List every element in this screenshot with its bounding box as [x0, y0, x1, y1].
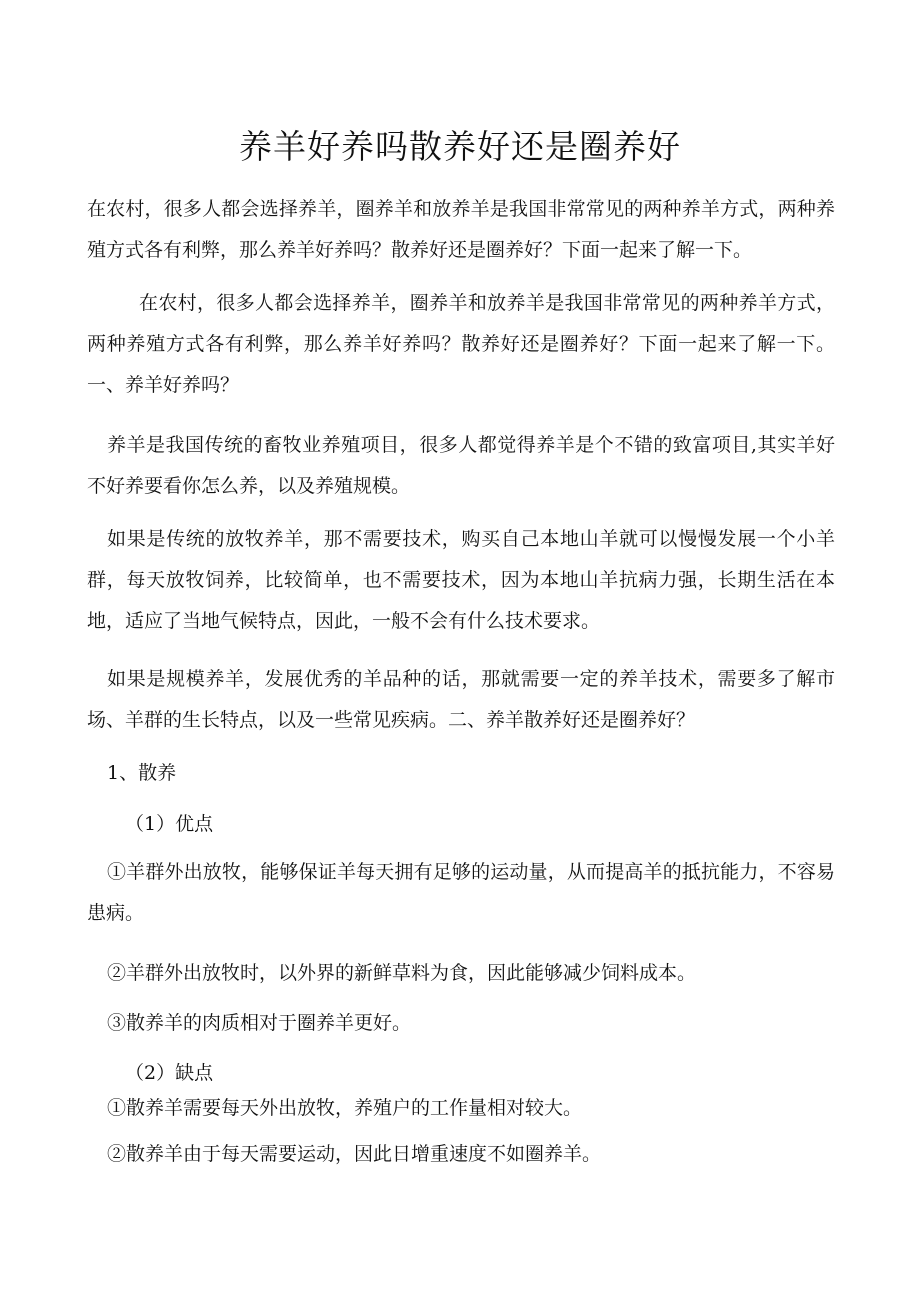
advantage-item-1: ①羊群外出放牧，能够保证羊每天拥有足够的运动量，从而提高羊的抵抗能力，不容易患病。 — [87, 861, 835, 924]
paragraph-easy-to-raise: 养羊是我国传统的畜牧业养殖项目，很多人都觉得养羊是个不错的致富项目,其实羊好不好养要看你怎么养，以及养殖规模。 — [87, 434, 835, 497]
advantage-item-3: ③散养羊的肉质相对于圈养羊更好。 — [107, 1012, 412, 1034]
heading-free-range: 1、散养 — [107, 762, 177, 784]
paragraph-intro: 在农村，很多人都会选择养羊，圈养羊和放养羊是我国非常常见的两种养羊方式，两种养殖方式各有利弊，那么养羊好养吗？散养好还是圈养好？下面一起来了解一下。 — [87, 198, 835, 261]
paragraph-scale-farming: 如果是规模养羊，发展优秀的羊品种的话，那就需要一定的养羊技术，需要多了解市场、羊群的生长特点，以及一些常见疾病。二、养羊散养好还是圈养好？ — [87, 668, 835, 731]
heading-advantages: （1）优点 — [125, 813, 214, 835]
paragraph-intro-repeat: 在农村，很多人都会选择养羊，圈养羊和放养羊是我国非常常见的两种养羊方式，两种养殖方式各有利弊，那么养羊好养吗？散养好还是圈养好？下面一起来了解一下。一、养羊好养吗？ — [87, 292, 835, 396]
disadvantage-item-2: ②散养羊由于每天需要运动，因此日增重速度不如圈养羊。 — [107, 1143, 602, 1165]
document-title: 养羊好养吗散养好还是圈养好 — [239, 127, 681, 166]
paragraph-traditional-grazing: 如果是传统的放牧养羊，那不需要技术，购买自己本地山羊就可以慢慢发展一个小羊群，每天放牧饲养，比较简单，也不需要技术，因为本地山羊抗病力强，长期生活在本地，适应了当地气候特点，因此，一般不会有什么技术要求。 — [87, 528, 835, 632]
advantage-item-2: ②羊群外出放牧时，以外界的新鲜草料为食，因此能够减少饲料成本。 — [107, 962, 697, 984]
heading-disadvantages: （2）缺点 — [125, 1062, 214, 1084]
disadvantage-item-1: ①散养羊需要每天外出放牧，养殖户的工作量相对较大。 — [107, 1097, 583, 1119]
